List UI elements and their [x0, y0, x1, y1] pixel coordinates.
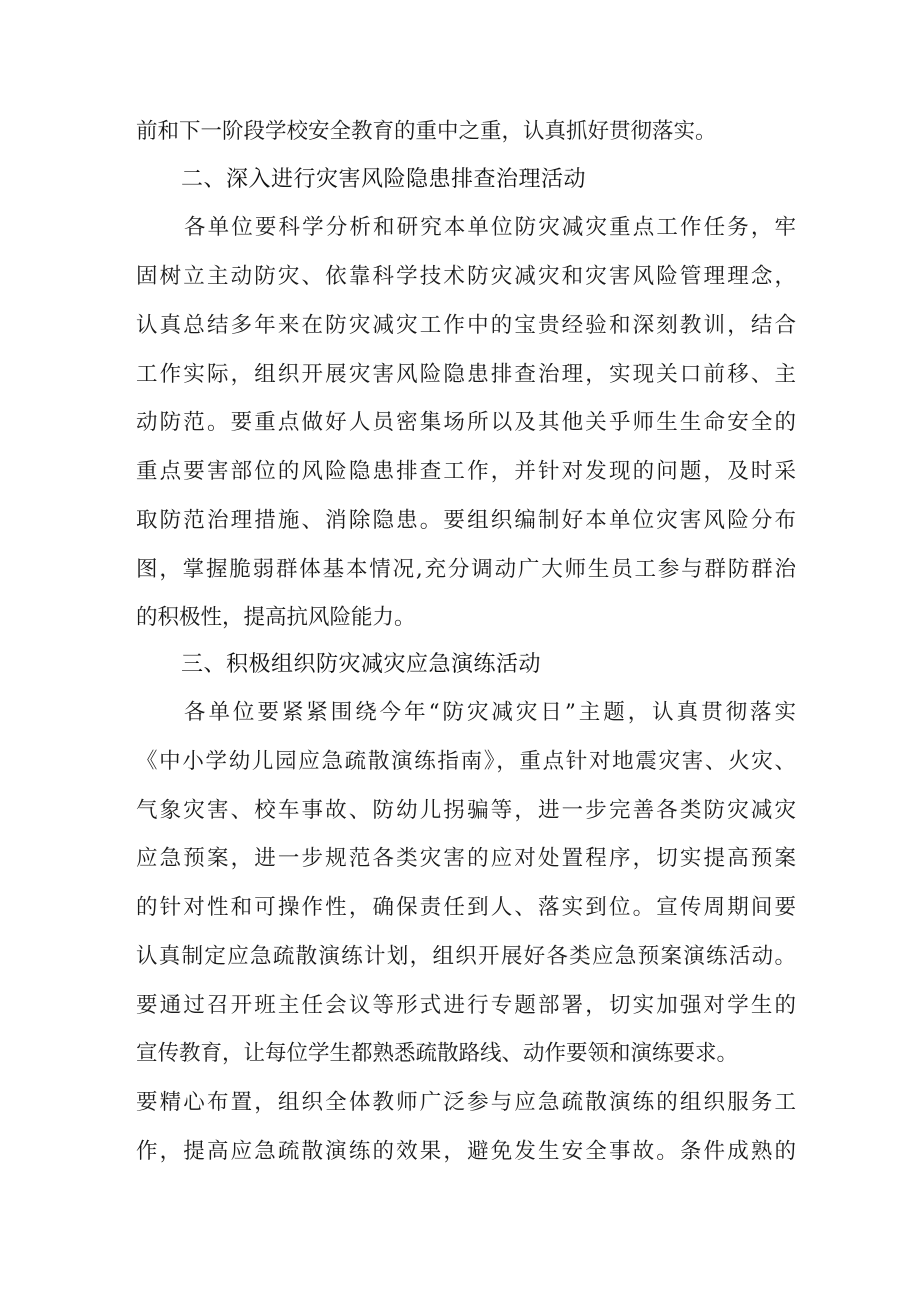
intro-paragraph-line: 前和下一阶段学校安全教育的重中之重，认真抓好贯彻落实。 [136, 119, 717, 144]
section-3-line-4: 应急预案，进一步规范各类灾害的应对处置程序，切实提高预案 [136, 846, 796, 871]
section-3-line-8: 宣传教育，让每位学生都熟悉疏散路线、动作要领和演练要求。 [136, 1041, 739, 1066]
section-3-line-3: 气象灾害、校车事故、防幼儿拐骗等，进一步完善各类防灾减灾 [136, 798, 796, 823]
section-3-line-7: 要通过召开班主任会议等形式进行专题部署，切实加强对学生的 [136, 993, 796, 1018]
section-2-heading: 二、深入进行灾害风险隐患排查治理活动 [181, 167, 587, 192]
section-2-line-5: 动防范。要重点做好人员密集场所以及其他关乎师生生命安全的 [136, 410, 796, 435]
section-3-line-1: 各单位要紧紧围绕今年“防灾减灾日”主题，认真贯彻落实 [184, 700, 796, 725]
section-2-line-6: 重点要害部位的风险隐患排查工作，并针对发现的问题，及时采 [136, 459, 796, 484]
section-3-heading: 三、积极组织防灾减灾应急演练活动 [181, 652, 542, 677]
section-2-line-4: 工作实际，组织开展灾害风险隐患排查治理，实现关口前移、主 [136, 362, 796, 387]
section-2-line-3: 认真总结多年来在防灾减灾工作中的宝贵经验和深刻教训，结合 [136, 313, 796, 338]
section-2-line-9: 的积极性，提高抗风险能力。 [136, 605, 416, 630]
section-2-line-1: 各单位要科学分析和研究本单位防灾减灾重点工作任务，牢 [184, 215, 796, 240]
section-3-line-2: 《中小学幼儿园应急疏散演练指南》，重点针对地震灾害、火灾、 [136, 749, 796, 774]
section-3-line-5: 的针对性和可操作性，确保责任到人、落实到位。宣传周期间要 [136, 895, 796, 920]
section-2-line-7: 取防范治理措施、消除隐患。要组织编制好本单位灾害风险分布 [136, 508, 796, 533]
section-2-line-2: 固树立主动防灾、依靠科学技术防灾减灾和灾害风险管理理念， [136, 264, 796, 289]
section-2-line-8: 图，掌握脆弱群体基本情况,充分调动广大师生员工参与群防群治 [136, 557, 796, 582]
section-3-line-9: 要精心布置，组织全体教师广泛参与应急疏散演练的组织服务工 [136, 1090, 796, 1115]
section-3-line-6: 认真制定应急疏散演练计划，组织开展好各类应急预案演练活动。 [136, 944, 796, 969]
section-3-line-10: 作，提高应急疏散演练的效果，避免发生安全事故。条件成熟的 [136, 1139, 796, 1164]
